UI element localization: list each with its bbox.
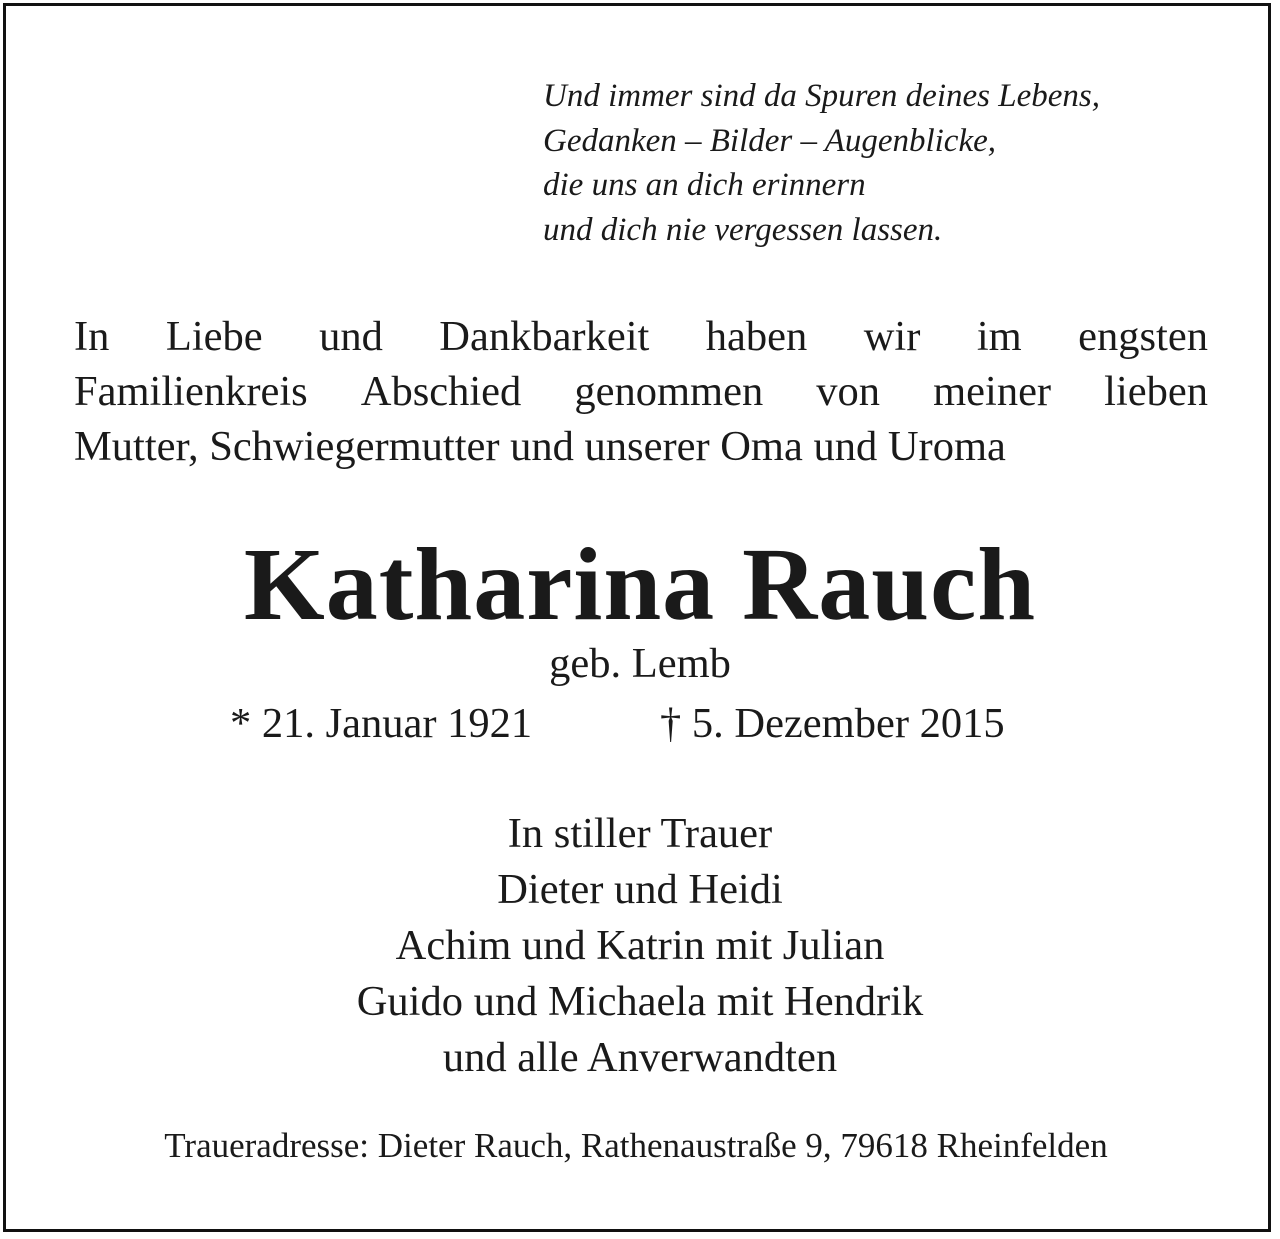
memorial-poem xyxy=(543,74,1100,252)
mourner-line: Achim und Katrin mit Julian xyxy=(395,922,885,969)
intro-word: Liebe xyxy=(165,313,263,360)
intro-word: In xyxy=(74,313,110,360)
intro-line-3: Mutter, Schwiegermutter und unserer Oma und Uroma xyxy=(74,423,1006,470)
poem-line: und dich nie vergessen lassen. xyxy=(543,211,943,248)
mourner-line: Guido und Michaela mit Hendrik xyxy=(356,978,924,1025)
intro-line-1 xyxy=(74,309,1208,364)
intro-word: haben xyxy=(705,313,808,360)
intro-word: lieben xyxy=(1104,368,1208,415)
poem-line: die uns an dich erinnern xyxy=(543,167,866,203)
birth-name: geb. Lemb xyxy=(549,640,731,687)
poem-line: Und immer sind da Spuren deines Lebens, xyxy=(543,78,1100,114)
mourners-list xyxy=(0,806,1280,1086)
death-date: † 5. Dezember 2015 xyxy=(660,700,1005,747)
mourner-line: und alle Anverwandten xyxy=(442,1034,838,1081)
mourner-line: Dieter und Heidi xyxy=(497,866,783,913)
intro-word: Abschied xyxy=(360,368,522,415)
intro-word: engsten xyxy=(1078,313,1208,360)
intro-word: genommen xyxy=(574,368,764,415)
mourner-line: In stiller Trauer xyxy=(507,810,773,857)
intro-word: Familienkreis xyxy=(74,368,308,415)
birth-date: * 21. Januar 1921 xyxy=(230,700,533,747)
intro-word: wir xyxy=(863,313,921,360)
intro-word: von xyxy=(816,368,881,415)
intro-line-2 xyxy=(74,364,1208,419)
intro-word: und xyxy=(319,313,383,360)
mourning-address: Traueradresse: Dieter Rauch, Rathenaustraße 9, 79618 Rheinfelden xyxy=(164,1126,1108,1165)
intro-word: meiner xyxy=(933,368,1052,415)
intro-word: Dankbarkeit xyxy=(439,313,650,360)
deceased-name: Katharina Rauch xyxy=(243,527,1037,642)
poem-line: Gedanken – Bilder – Augenblicke, xyxy=(543,122,996,159)
intro-word: im xyxy=(976,313,1022,360)
